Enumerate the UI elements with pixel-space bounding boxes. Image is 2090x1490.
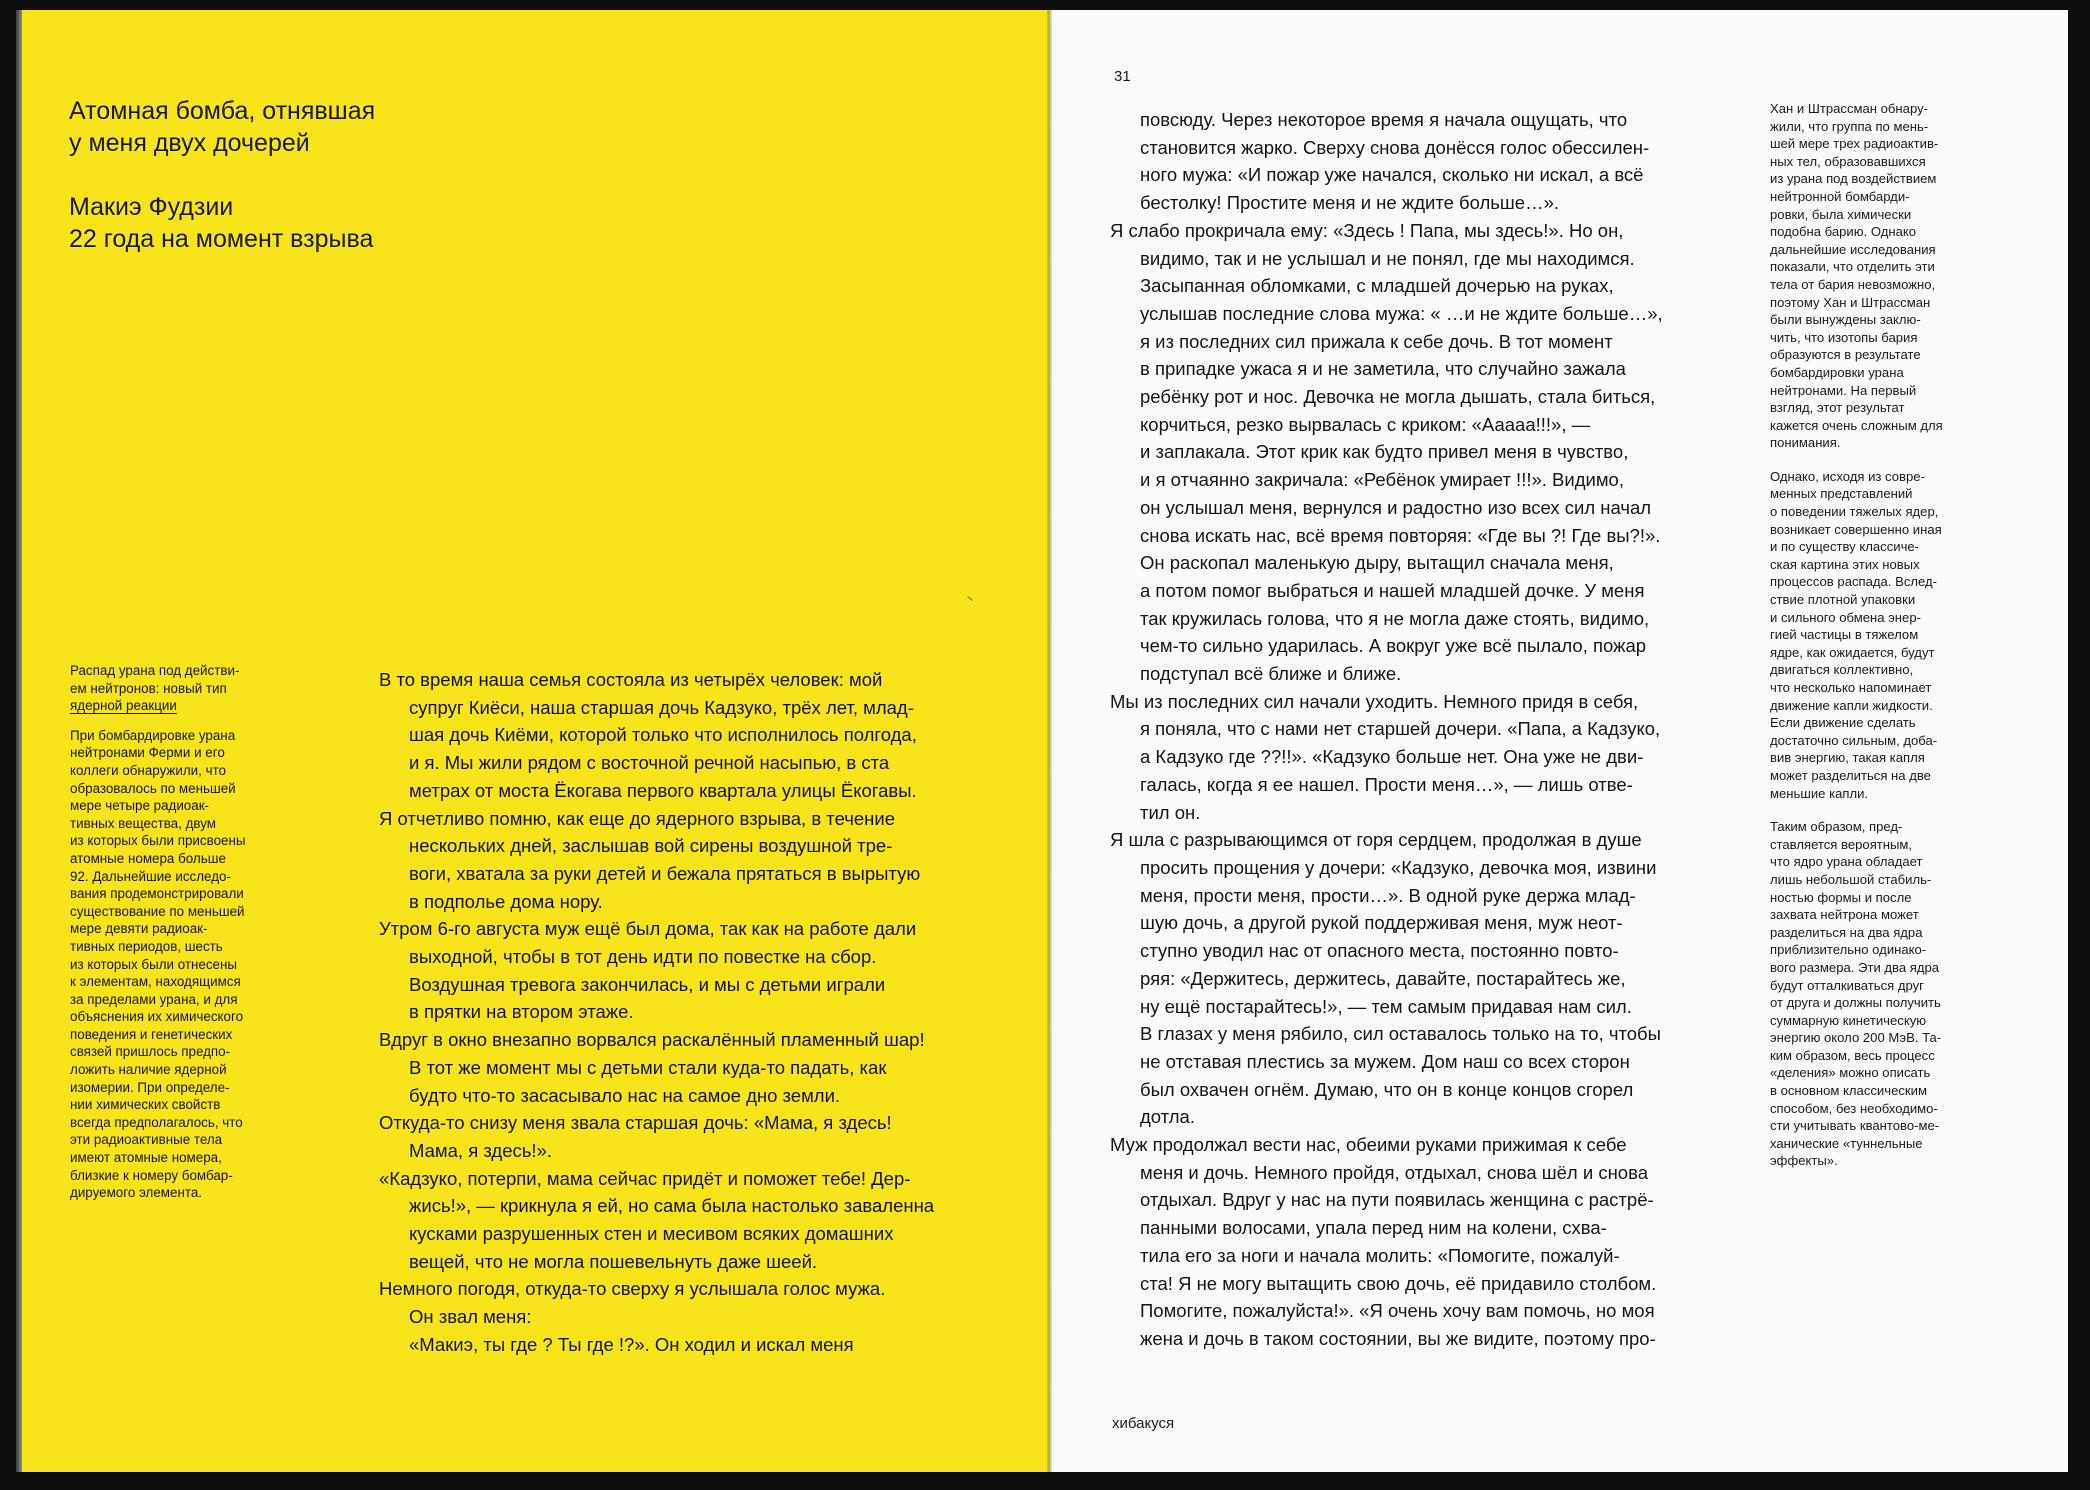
sidenote-line: о поведении тяжелых ядер, — [1770, 504, 1939, 520]
body-line: панными волосами, упала перед ним на колени, схва- — [1140, 1217, 1607, 1239]
body-line: в прятки на втором этаже. — [409, 1001, 634, 1023]
sidenote-line: разделиться на два ядра — [1770, 924, 1923, 940]
sidenote-line: поэтому Хан и Штрассман — [1770, 294, 1931, 310]
body-line: ного мужа: «И пожар уже начался, сколько ни искал, а всё — [1140, 164, 1644, 186]
body-line: а потом помог выбраться и нашей младшей дочке. У меня — [1140, 579, 1645, 601]
sidenote-line: ных тел, образовавшихся — [1770, 153, 1926, 169]
sidenote-line: 92. Дальнейшие исследо- — [70, 868, 231, 884]
sidenote-line: Однако, исходя из совре- — [1770, 468, 1925, 484]
sidenote-line: ствие плотной упаковки — [1770, 592, 1916, 608]
author-age: 22 года на момент взрыва — [69, 225, 374, 253]
sidenote-line: мере четыре радиоак- — [70, 798, 210, 814]
paragraph-first-line: Утром 6-го августа муж ещё был дома, так как на работе дали — [379, 918, 917, 940]
body-line: тил он. — [1140, 801, 1201, 823]
sidenote-line: нейтронами. На первый — [1770, 382, 1917, 398]
sidenote-line: процессов распада. Вслед- — [1770, 574, 1938, 590]
body-line: ступно уводил нас от опасного места, постоянно повто- — [1140, 940, 1619, 962]
sidenote-line: из которых были отнесены — [70, 956, 238, 972]
sidenote-line: сти учитывать квантово-ме- — [1770, 1118, 1940, 1134]
sidenote-line: из которых были присвоены — [70, 833, 246, 849]
body-line: будто что-то засасывало нас на самое дно земли. — [409, 1084, 841, 1106]
body-line: Помогите, пожалуйста!». «Я очень хочу вам помочь, но моя — [1140, 1300, 1655, 1322]
body-line: метрах от моста Ёкогава первого квартала улицы Ёкогавы. — [409, 779, 917, 801]
body-line: меня и дочь. Немного пройдя, отдыхал, снова шёл и снова — [1140, 1161, 1649, 1183]
paragraph-first-line: «Кадзуко, потерпи, мама сейчас придёт и поможет тебе! Дер- — [379, 1167, 911, 1189]
sidenote-line: и сильного обмена энер- — [1770, 609, 1921, 625]
sidenote-line: понимания. — [1770, 435, 1841, 451]
sidenote-line: нии химических свойств — [70, 1097, 221, 1113]
sidenote-line: «деления» можно описать — [1770, 1065, 1931, 1081]
author-name: Макиэ Фудзии — [69, 193, 234, 221]
sidenote-line: взгляд, этот результат — [1770, 400, 1905, 416]
sidenote-line: нейтронами Ферми и его — [70, 745, 225, 761]
sidenote-line: нейтронной бомбарди- — [1770, 188, 1910, 204]
body-line: Он звал меня: — [409, 1306, 532, 1328]
paragraph-first-line: Я слабо прокричала ему: «Здесь ! Папа, мы здесь!». Но он, — [1110, 219, 1624, 241]
sidenote-heading-line: ем нейтронов: новый тип — [70, 680, 227, 696]
sidenote-line: дируемого элемента. — [70, 1185, 202, 1201]
body-line: ну ещё постарайтесь!», — тем самым придавая нам сил. — [1140, 995, 1632, 1017]
running-footer: хибакуся — [1112, 1415, 1175, 1432]
sidenote-line: захвата нейтрона может — [1770, 907, 1919, 923]
sidenote-line: показали, что отделить эти — [1770, 259, 1935, 275]
sidenote-line: близкие к номеру бомбар- — [70, 1167, 233, 1183]
sidenote-line: жили, что группа по мень- — [1770, 118, 1929, 134]
paragraph-first-line: Вдруг в окно внезапно ворвался раскалённый пламенный шар! — [379, 1029, 925, 1051]
body-line: и я. Мы жили рядом с восточной речной насыпью, в ста — [409, 752, 890, 774]
sidenote-line: и по существу классиче- — [1770, 539, 1920, 555]
sidenote-line: объяснения их химического — [70, 1009, 244, 1025]
body-line: чем-то сильно ударилась. А вокруг уже всё пылало, пожар — [1140, 635, 1647, 657]
body-line: услышав последние слова мужа: « …и не ждите больше…», — [1140, 302, 1663, 324]
sidenote-line: энергию около 200 МэВ. Та- — [1770, 1030, 1942, 1046]
body-line: в припадке ужаса я и не заметила, что случайно зажала — [1140, 358, 1626, 380]
paragraph-first-line: Мы из последних сил начали уходить. Немного придя в себя, — [1110, 690, 1639, 712]
sidenote-body — [70, 727, 290, 1202]
paragraph-first-line: Немного погодя, откуда-то сверху я услышала голос мужа. — [379, 1278, 886, 1300]
sidenote-line: Хан и Штрассман обнару- — [1770, 101, 1928, 116]
sidenote-line: лишь небольшой стабиль- — [1770, 871, 1932, 887]
sidenote-line: может разделиться на две — [1770, 767, 1931, 783]
sidenote-line: вания продемонстрировали — [70, 886, 244, 902]
body-line: а Кадзуко где ??!!». «Кадзуко больше нет. Она уже не дви- — [1140, 746, 1644, 768]
sidenote-line: эффекты». — [1770, 1153, 1838, 1169]
sidenote-line: за пределами урана, и для — [70, 991, 238, 1007]
body-line: галась, когда я ее нашел. Прости меня…», — лишь отве- — [1140, 773, 1633, 795]
sidenote-line: к элементам, находящимся — [70, 974, 241, 990]
body-line: шая дочь Киёми, которой только что исполнилось полгода, — [409, 724, 917, 746]
sidenote-line: образуются в результате — [1770, 347, 1921, 363]
sidenote-line: возникает совершенно иная — [1770, 521, 1942, 537]
sidenote-line: образовалось по меньшей — [70, 780, 236, 796]
sidenote-line: мере девяти радиоак- — [70, 921, 208, 937]
sidenote-line: что несколько напоминает — [1770, 680, 1932, 695]
sidenote-line: двигаться коллективно, — [1770, 662, 1914, 678]
sidenote-line: изомерии. При определе- — [70, 1079, 230, 1095]
sidenote-line: ким образом, весь процесс — [1770, 1047, 1935, 1063]
body-line: тила его за ноги и начала молить: «Помогите, пожалуй- — [1140, 1244, 1620, 1266]
sidenote-line: вив энергию, такая капля — [1770, 750, 1925, 766]
body-line: я поняла, что с нами нет старшей дочери. «Папа, а Кадзуко, — [1140, 718, 1661, 740]
body-line: «Макиэ, ты где ? Ты где !?». Он ходил и искал меня — [409, 1333, 854, 1355]
left-page — [22, 10, 1050, 1472]
sidenote-line: коллеги обнаружили, что — [70, 762, 226, 778]
body-line: повсюду. Через некоторое время я начала ощущать, что — [1140, 109, 1628, 130]
body-line: был охвачен огнём. Думаю, что он в конце концов сгорел — [1140, 1078, 1634, 1100]
sidenote-line: суммарную кинетическую — [1770, 1012, 1927, 1028]
body-line: жена и дочь в таком состоянии, вы же видите, поэтому про- — [1140, 1327, 1656, 1349]
body-line: супруг Киёси, наша старшая дочь Кадзуко, трёх лет, млад- — [409, 696, 914, 718]
sidenote-line: ложить наличие ядерной — [70, 1062, 227, 1078]
right-page — [1052, 10, 2068, 1472]
body-line: меня, прости меня, прости…». В одной руке держа млад- — [1140, 884, 1636, 906]
body-line: вещей, что не могла пошевельнуть даже шеей. — [409, 1250, 818, 1272]
sidenote-line: чить, что изотопы бария — [1770, 329, 1918, 345]
sidenote-line: ровки, была химически — [1770, 206, 1912, 222]
body-line: подступал всё ближе и ближе. — [1140, 663, 1402, 685]
sidenote-line: менных представлений — [1770, 486, 1913, 502]
sidenote-line: в основном классическим — [1770, 1083, 1927, 1099]
sidenote-line: ностью формы и после — [1770, 889, 1912, 905]
sidenote-line: меньшие капли. — [1770, 785, 1869, 801]
sidenote-line: атомные номера больше — [70, 850, 226, 866]
sidenote-paragraph — [1770, 100, 2000, 452]
sidenote-line: подобна барию. Однако — [1770, 224, 1917, 240]
title-line: у меня двух дочерей — [69, 129, 310, 157]
sidenote-left — [70, 662, 290, 1202]
body-line: отдыхал. Вдруг у нас на пути появилась женщина с растрё- — [1140, 1189, 1654, 1211]
body-line: ста! Я не могу вытащить свою дочь, её придавило столбом. — [1140, 1272, 1657, 1294]
sidenote-line: Если движение сделать — [1770, 715, 1916, 731]
sidenote-line: тела от бария невозможно, — [1770, 276, 1936, 292]
body-line: не отставая плестись за мужем. Дом наш со всех сторон — [1140, 1050, 1630, 1072]
author-byline — [69, 191, 489, 255]
sidenote-heading-line: Распад урана под действи- — [70, 663, 240, 678]
body-line: бестолку! Простите меня и не ждите больше…». — [1140, 192, 1559, 214]
body-line: и я отчаянно закричала: «Ребёнок умирает !!!». Видимо, — [1140, 469, 1624, 491]
page-number: 31 — [1114, 68, 1131, 85]
sidenote-line: движение капли жидкости. — [1770, 697, 1933, 713]
sidenote-paragraph — [1770, 468, 2000, 802]
sidenote-line: ская картина этих новых — [1770, 556, 1920, 572]
sidenote-line: эти радиоактивные тела — [70, 1132, 223, 1148]
article-heading — [69, 95, 489, 255]
body-line: ребёнку рот и нос. Девочка не могла дышать, стала биться, — [1140, 386, 1656, 408]
sidenote-line: ставляется вероятным, — [1770, 836, 1913, 852]
paragraph-first-line: Я шла с разрывающимся от горя сердцем, продолжая в душе — [1110, 829, 1642, 851]
body-line: видимо, так и не услышал и не понял, где мы находимся. — [1140, 247, 1635, 269]
body-line: нескольких дней, заслышав вой сирены воздушной тре- — [409, 835, 893, 857]
sidenote-line: ханические «туннельные — [1770, 1135, 1923, 1151]
sidenote-line: имеют атомные номера, — [70, 1150, 222, 1166]
sidenote-line: кажется очень сложным для — [1770, 417, 1943, 433]
paragraph-first-line: Муж продолжал вести нас, обеими руками прижимая к себе — [1110, 1134, 1627, 1156]
sidenote-line: Таким образом, пред- — [1770, 819, 1903, 835]
sidenote-line: тивных вещества, двум — [70, 815, 216, 831]
body-line: дотла. — [1140, 1106, 1195, 1128]
body-line: выходной, чтобы в тот день идти по повестке на сбор. — [409, 946, 877, 968]
sidenote-line: существование по меньшей — [70, 903, 245, 919]
sidenote-line: дальнейшие исследования — [1770, 241, 1936, 257]
body-line: Мама, я здесь!». — [409, 1139, 552, 1161]
title-line: Атомная бомба, отнявшая — [69, 97, 376, 125]
body-text-left — [379, 666, 1019, 1359]
stray-mark — [967, 596, 972, 601]
sidenote-heading-line: ядерной реакции — [70, 698, 177, 714]
body-line: воги, хватала за руки детей и бежала прятаться в вырытую — [409, 862, 921, 884]
body-line: Засыпанная обломками, с младшей дочерью на руках, — [1140, 275, 1614, 297]
article-title — [69, 95, 489, 159]
body-line: он услышал меня, вернулся и радостно изо всех сил начал — [1140, 496, 1652, 518]
sidenote-line: что ядро урана обладает — [1770, 854, 1923, 870]
sidenote-heading — [70, 662, 290, 715]
sidenote-line: связей пришлось предпо- — [70, 1044, 231, 1060]
sidenote-line: всегда предполагалось, что — [70, 1114, 243, 1130]
sidenote-line: будут отталкиваться друг — [1770, 977, 1924, 993]
body-line: шую дочь, а другой рукой поддерживая меня, муж неот- — [1140, 912, 1623, 934]
sidenote-line: ядре, как ожидается, будут — [1770, 644, 1935, 660]
sidenote-line: шей мере трех радиоактив- — [1770, 136, 1939, 152]
sidenote-line: вого размера. Эти два ядра — [1770, 959, 1940, 975]
body-line: В тот же момент мы с детьми стали куда-то падать, как — [409, 1056, 887, 1078]
sidenote-line: При бомбардировке урана — [70, 727, 236, 743]
body-line: просить прощения у дочери: «Кадзуко, девочка моя, извини — [1140, 856, 1657, 878]
sidenote-line: приблизительно одинако- — [1770, 942, 1927, 958]
sidenote-line: гией частицы в тяжелом — [1770, 627, 1919, 643]
body-line: я из последних сил прижала к себе дочь. В тот момент — [1140, 330, 1613, 352]
paragraph-first-line: Я отчетливо помню, как еще до ядерного взрыва, в течение — [379, 807, 896, 829]
sidenote-line: из урана под воздействием — [1770, 171, 1937, 187]
body-line: и заплакала. Этот крик как будто привел меня в чувство, — [1140, 441, 1629, 463]
body-line: кусками разрушенных стен и месивом всяких домашних — [409, 1223, 894, 1245]
sidenote-line: достаточно сильным, доба- — [1770, 732, 1938, 748]
sidenote-right — [1770, 100, 2000, 1170]
body-line: снова искать нас, всё время повторяя: «Где вы ?! Где вы?!». — [1140, 524, 1661, 546]
sidenote-line: были вынуждены заклю- — [1770, 312, 1921, 328]
sidenote-paragraph — [1770, 818, 2000, 1170]
body-line: Он раскопал маленькую дыру, вытащил сначала меня, — [1140, 552, 1614, 574]
body-text-right — [1110, 106, 1750, 1353]
paragraph-first-line: В то время наша семья состояла из четырёх человек: мой — [379, 669, 883, 690]
body-line: корчиться, резко вырвалась с криком: «Ааааа!!!», — — [1140, 413, 1591, 435]
paragraph-first-line: Откуда-то снизу меня звала старшая дочь: «Мама, я здесь! — [379, 1112, 892, 1134]
sidenote-line: от друга и должны получить — [1770, 995, 1941, 1011]
body-line: жись!», — крикнула я ей, но сама была настолько заваленна — [409, 1195, 935, 1217]
body-line: так кружилась голова, что я не могла даже стоять, видимо, — [1140, 607, 1650, 629]
sidenote-line: бомбардировки урана — [1770, 364, 1904, 380]
sidenote-line: поведения и генетических — [70, 1026, 233, 1042]
body-line: В глазах у меня рябило, сил оставалось только на то, чтобы — [1140, 1023, 1661, 1045]
body-line: становится жарко. Сверху снова донёсся голос обессилен- — [1140, 136, 1650, 158]
sidenote-line: способом, без необходимо- — [1770, 1100, 1938, 1116]
body-line: в подполье дома нору. — [409, 890, 603, 912]
body-line: ряя: «Держитесь, держитесь, давайте, постарайтесь же, — [1140, 967, 1626, 989]
sidenote-line: тивных периодов, шесть — [70, 938, 223, 954]
body-line: Воздушная тревога закончилась, и мы с детьми играли — [409, 973, 886, 995]
